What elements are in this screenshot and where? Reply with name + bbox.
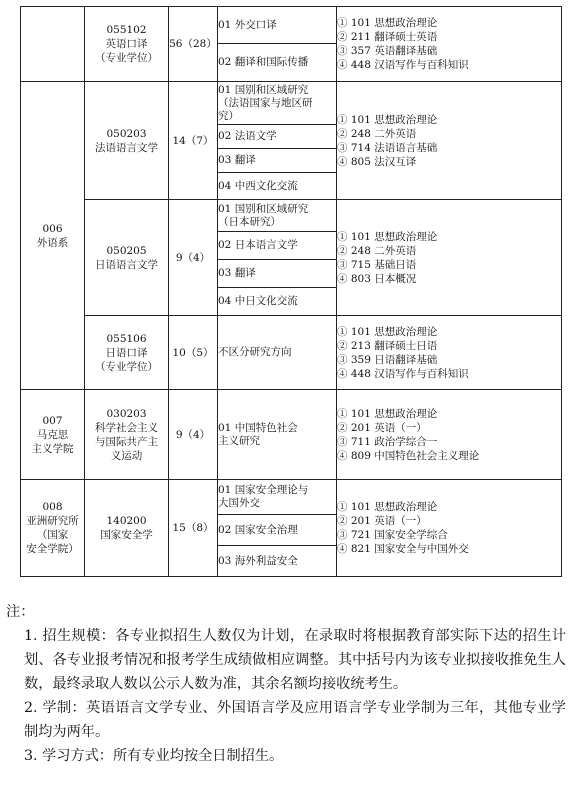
- direction-cell: 不区分研究方向: [218, 316, 337, 390]
- note-item: 3. 学习方式：所有专业均按全日制招生。: [24, 748, 284, 764]
- quota-cell: 9（4）: [169, 390, 218, 480]
- direction-cell: 03 海外利益安全: [218, 546, 337, 577]
- direction-cell: 02 法语文学: [218, 125, 337, 149]
- major-cell: 055106 日语口译 （专业学位）: [85, 316, 169, 390]
- direction-cell: 01 外交口译: [218, 7, 337, 44]
- note-item: 2. 学制：英语语言文学专业、外国语言学及应用语言学专业学制为三年，其他专业学制均为两年。: [24, 700, 566, 740]
- notes-section: [6, 600, 566, 768]
- direction-cell: 04 中日文化交流: [218, 288, 337, 316]
- department-cell: 006 外语系: [21, 82, 85, 390]
- direction-cell: 03 翻译: [218, 260, 337, 288]
- quota-cell: 56（28）: [169, 7, 218, 82]
- major-cell: 055102 英语口译 （专业学位）: [85, 7, 169, 82]
- direction-cell: 04 中西文化交流: [218, 173, 337, 200]
- department-cell: [21, 7, 85, 82]
- exam-subjects-cell: ① 101 思想政治理论 ② 201 英语（一） ③ 721 国家安全学综合 ④ 821 国家安全与中国外交: [337, 480, 562, 577]
- direction-cell: 02 国家安全治理: [218, 515, 337, 546]
- notes-title: 注：: [6, 604, 35, 620]
- quota-cell: 15（8）: [169, 480, 218, 577]
- major-cell: 140200 国家安全学: [85, 480, 169, 577]
- direction-cell: 01 国别和区域研究 （法语国家与地区研 究）: [218, 82, 337, 125]
- note-item: 1. 招生规模：各专业拟招生人数仅为计划，在录取时将根据教育部实际下达的招生计划、各专业报考情况和报考学生成绩做相应调整。其中括号内为该专业拟接收推免生人数，最终录取人数以公示人数为准，其余名额均接收统考生。: [24, 628, 566, 692]
- major-cell: 050203 法语语言文学: [85, 82, 169, 200]
- direction-cell: 03 翻译: [218, 149, 337, 173]
- direction-cell: 01 国家安全理论与 大国外交: [218, 480, 337, 515]
- department-cell: 008 亚洲研究所 （国家 安全学院）: [21, 480, 85, 577]
- exam-subjects-cell: ① 101 思想政治理论 ② 248 二外英语 ③ 715 基础日语 ④ 803 日本概况: [337, 200, 562, 316]
- quota-cell: 14（7）: [169, 82, 218, 200]
- exam-subjects-cell: ① 101 思想政治理论 ② 248 二外英语 ③ 714 法语语言基础 ④ 805 法汉互译: [337, 82, 562, 200]
- exam-subjects-cell: ① 101 思想政治理论 ② 211 翻译硕士英语 ③ 357 英语翻译基础 ④ 448 汉语写作与百科知识: [337, 7, 562, 82]
- major-cell: 030203 科学社会主义 与国际共产主 义运动: [85, 390, 169, 480]
- exam-subjects-cell: ① 101 思想政治理论 ② 213 翻译硕士日语 ③ 359 日语翻译基础 ④ 448 汉语写作与百科知识: [337, 316, 562, 390]
- exam-subjects-cell: ① 101 思想政治理论 ② 201 英语（一） ③ 711 政治学综合一 ④ 809 中国特色社会主义理论: [337, 390, 562, 480]
- quota-cell: 10（5）: [169, 316, 218, 390]
- enrollment-table: [20, 6, 562, 577]
- direction-cell: 02 翻译和国际传播: [218, 44, 337, 82]
- major-cell: 050205 日语语言文学: [85, 200, 169, 316]
- direction-cell: 01 国别和区域研究 （日本研究）: [218, 200, 337, 232]
- department-cell: 007 马克思 主义学院: [21, 390, 85, 480]
- quota-cell: 9（4）: [169, 200, 218, 316]
- direction-cell: 02 日本语言文学: [218, 232, 337, 260]
- direction-cell: 01 中国特色社会 主义研究: [218, 390, 337, 480]
